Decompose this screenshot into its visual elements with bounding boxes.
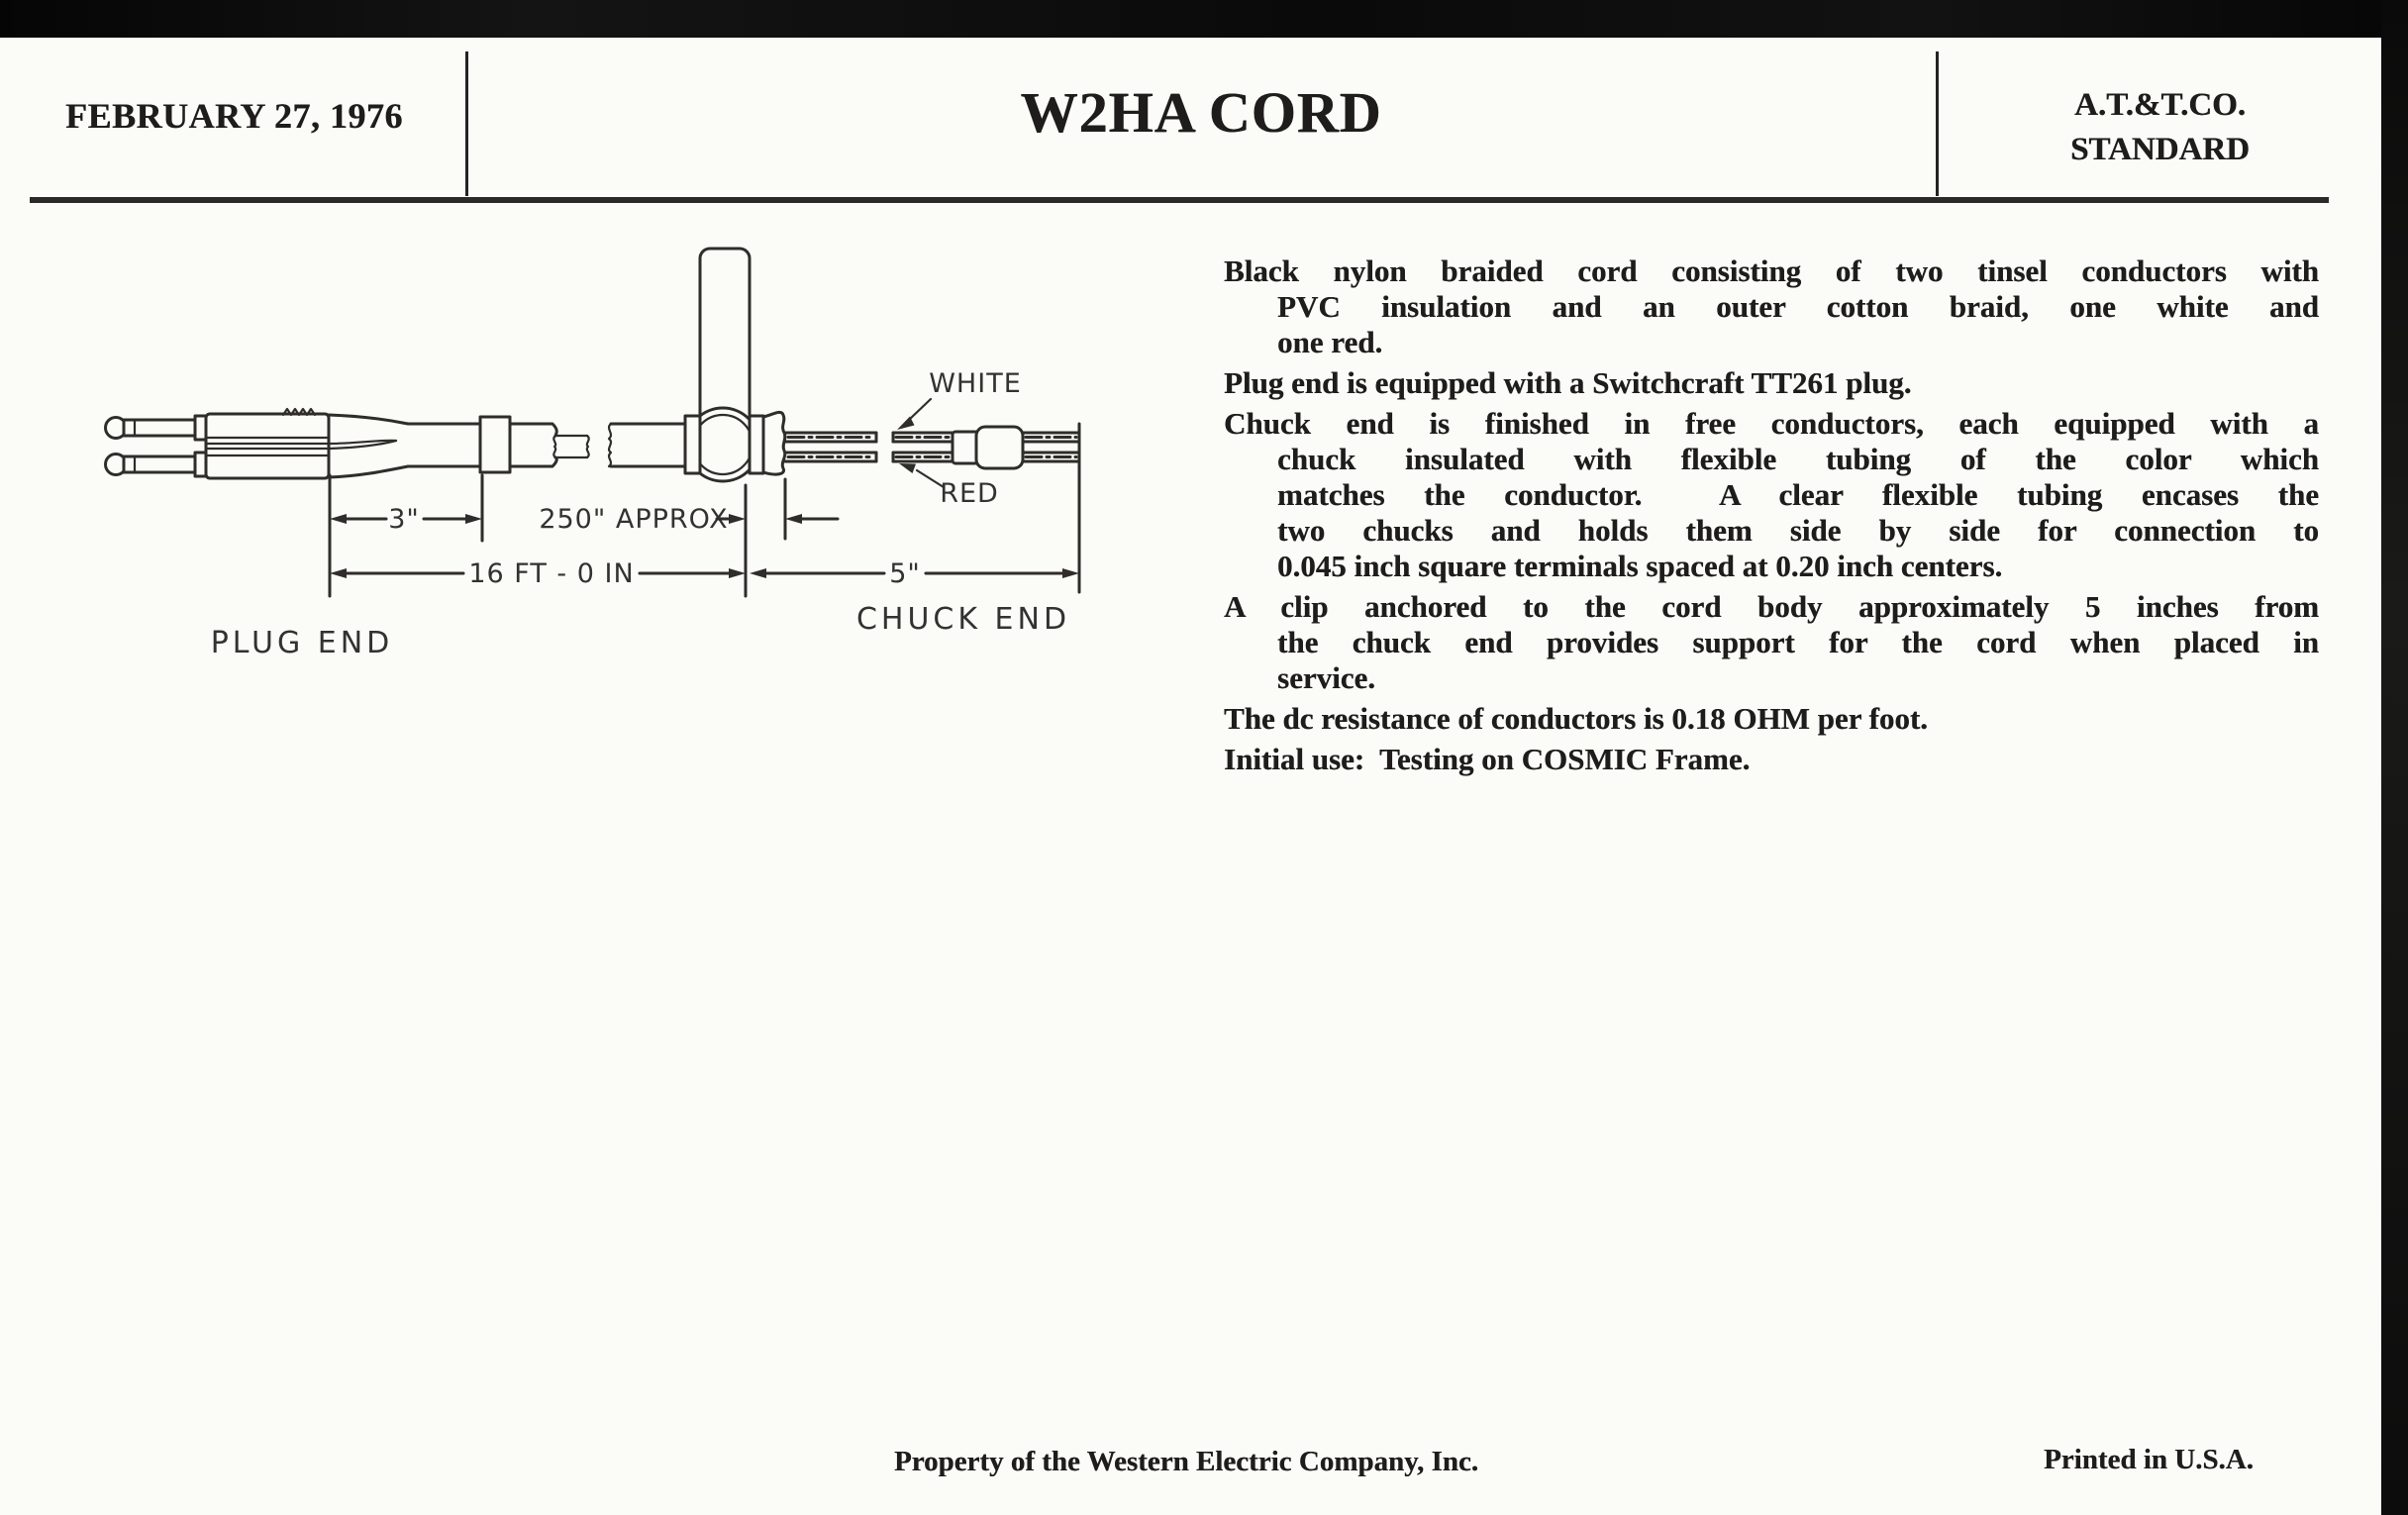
description-paragraph <box>1224 365 2319 401</box>
standard-stamp-line2: STANDARD <box>2070 132 2250 167</box>
description-paragraph <box>1224 406 2319 584</box>
chuck-end-drawing <box>785 427 1079 468</box>
description-line: The dc resistance of conductors is 0.18 OHM per foot. <box>1224 701 1928 736</box>
chuck-end-label: CHUCK END <box>855 602 1071 637</box>
description-line: Black nylon braided cord consisting of two tinsel conductors with <box>1224 253 2319 288</box>
description-line: Initial use: Testing on COSMIC Frame. <box>1224 742 1751 776</box>
cord-sleeve-left <box>685 416 700 473</box>
chuck-tubing-body <box>976 427 1023 468</box>
description-paragraph <box>1224 701 2319 737</box>
header-rule <box>30 197 2329 203</box>
cord-band <box>480 417 510 472</box>
plug-body <box>206 414 329 478</box>
description-line: two chucks and holds them side by side for connection to <box>1277 513 2319 548</box>
description-paragraph <box>1224 253 2319 360</box>
description-line: service. <box>1277 660 1375 695</box>
chuck-tubing-neck <box>953 432 978 463</box>
document-title: W2HA CORD <box>1020 80 1382 145</box>
standard-stamp <box>1939 83 2381 172</box>
description-line: Chuck end is finished in free conductors, each equipped with a <box>1224 406 2319 441</box>
cord-line-drawing <box>40 228 1188 743</box>
description-line: matches the conductor. A clear flexible tubing encases the <box>1277 477 2319 512</box>
scan-artifact-right-bar <box>2381 0 2408 1515</box>
white-conductor-label: WHITE <box>929 368 1022 399</box>
standard-stamp-line1: A.T.&T.CO. <box>2074 87 2246 123</box>
description-paragraph <box>1224 742 2319 777</box>
red-leader-arrow <box>899 463 916 473</box>
dimension-5in-label: 5" <box>889 558 921 589</box>
description-line: 0.045 inch square terminals spaced at 0.20 inch centers. <box>1277 549 2003 583</box>
description-line: Plug end is equipped with a Switchcraft TT261 plug. <box>1224 365 1912 400</box>
scan-artifact-top-bar <box>0 0 2408 38</box>
description-line: chuck insulated with flexible tubing of the color which <box>1277 442 2319 476</box>
description-paragraph <box>1224 589 2319 696</box>
plug-collar-bottom <box>195 453 206 476</box>
cord-sleeve-right <box>750 416 763 473</box>
footer-printed-notice: Printed in U.S.A. <box>2044 1444 2254 1475</box>
plug-end-drawing <box>106 409 481 478</box>
header-divider-left <box>465 51 468 196</box>
dimension-16ft-label: 16 FT - 0 IN <box>468 558 635 589</box>
support-clip-drawing <box>685 249 785 481</box>
dimension-250in-label: 250" APPROX <box>539 504 729 535</box>
description-line: A clip anchored to the cord body approximately 5 inches from <box>1224 589 2319 624</box>
footer-property-notice: Property of the Western Electric Company, Inc. <box>893 1446 1479 1477</box>
jacket-flare-end <box>763 412 785 474</box>
description-text <box>1224 253 2319 782</box>
red-conductor-label: RED <box>940 478 999 509</box>
document-date: FEBRUARY 27, 1976 <box>65 96 403 136</box>
plug-end-label: PLUG END <box>210 626 394 660</box>
description-line: PVC insulation and an outer cotton braid, one white and <box>1277 289 2319 324</box>
plug-collar-top <box>195 416 206 440</box>
description-line: one red. <box>1277 325 1383 359</box>
dimension-3in-label: 3" <box>388 504 420 535</box>
description-line: the chuck end provides support for the cord when placed in <box>1277 625 2319 659</box>
